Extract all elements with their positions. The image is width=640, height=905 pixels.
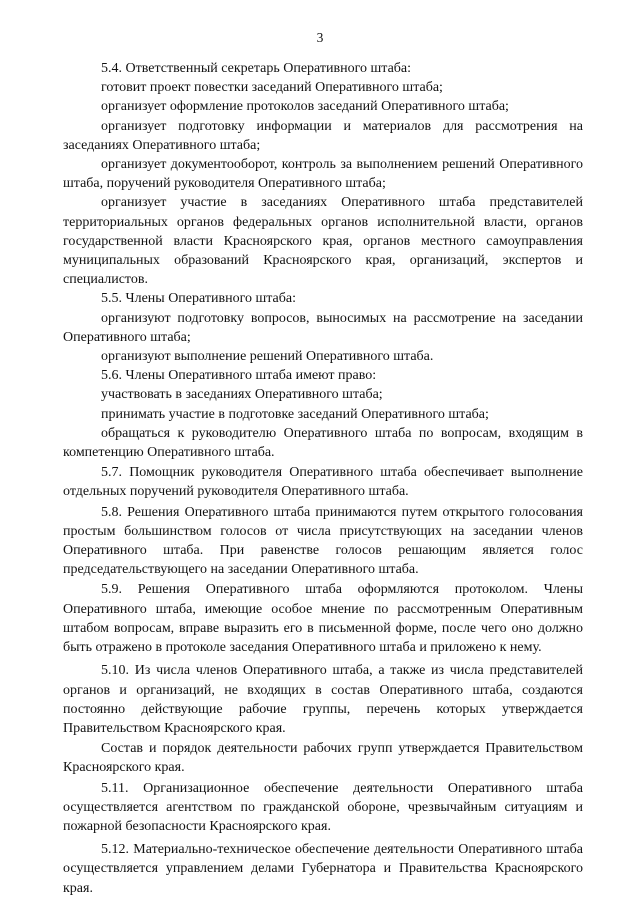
paragraph: 5.9. Решения Оперативного штаба оформляются протоколом. Члены Оперативного штаба, имеющие особое мнение по рассмотренным Оперативным штабом вопросам, вправе выразить его в письменной форме, после чего оно должно быть отражено в протоколе заседания Оперативного штаба и приложено к нему. [63,582,583,656]
document-body [63,59,583,898]
paragraph: 5.12. Материально-техническое обеспечение деятельности Оперативного штаба осуществляется управлением делами Губернатора и Правительства Красноярского края. [63,842,583,896]
paragraph: организуют подготовку вопросов, выносимых на рассмотрение на заседании Оперативного штаба; [63,310,583,345]
paragraph: 5.7. Помощник руководителя Оперативного штаба обеспечивает выполнение отдельных поручений руководителя Оперативного штаба. [63,465,583,500]
paragraph: принимать участие в подготовке заседаний Оперативного штаба; [101,406,489,422]
paragraph: 5.4. Ответственный секретарь Оперативного штаба: [101,61,412,76]
paragraph: организуют выполнение решений Оперативного штаба. [101,349,434,365]
paragraph: обращаться к руководителю Оперативного штаба по вопросам, входящим в компетенцию Оперативного штаба. [63,425,583,461]
paragraph: Состав и порядок деятельности рабочих групп утверждается Правительством Красноярского края. [63,741,583,776]
paragraph: организует подготовку информации и материалов для рассмотрения на заседаниях Оперативного штаба; [63,118,583,153]
paragraph: 5.6. Члены Оперативного штаба имеют право: [101,368,377,384]
paragraph: 5.8. Решения Оперативного штаба принимаются путем открытого голосования простым большинством голосов от числа присутствующих на заседании членов Оперативного штаба. При равенстве голосов решающим является голос председательствующего на заседании Оперативного штаба. [63,504,583,578]
paragraph: участвовать в заседаниях Оперативного штаба; [101,387,383,403]
paragraph: организует документооборот, контроль за выполнением решений Оперативного штаба, поручений руководителя Оперативного штаба; [63,157,583,192]
paragraph: 5.5. Члены Оперативного штаба: [101,291,296,307]
paragraph: организует участие в заседаниях Оперативного штаба представителей территориальных органов федеральных органов исполнительной власти, органов государственной власти Красноярского края, органов местного самоуправления муниципальных образований Красноярского края, организаций, экспертов и специалистов. [63,195,583,288]
paragraph: 5.11. Организационное обеспечение деятельности Оперативного штаба осуществляется агентством по гражданской обороне, чрезвычайным ситуациям и пожарной безопасности Красноярского края. [63,780,583,834]
page-number: 3 [316,30,324,45]
paragraph: готовит проект повестки заседаний Оперативного штаба; [101,80,443,96]
paragraph: организует оформление протоколов заседаний Оперативного штаба; [101,99,509,115]
paragraph: 5.10. Из числа членов Оперативного штаба, а также из числа представителей органов и организаций, не входящих в состав Оперативного штаба, создаются постоянно действующие рабочие группы, перечень которых утверждается Правительством Красноярского края. [63,663,583,736]
